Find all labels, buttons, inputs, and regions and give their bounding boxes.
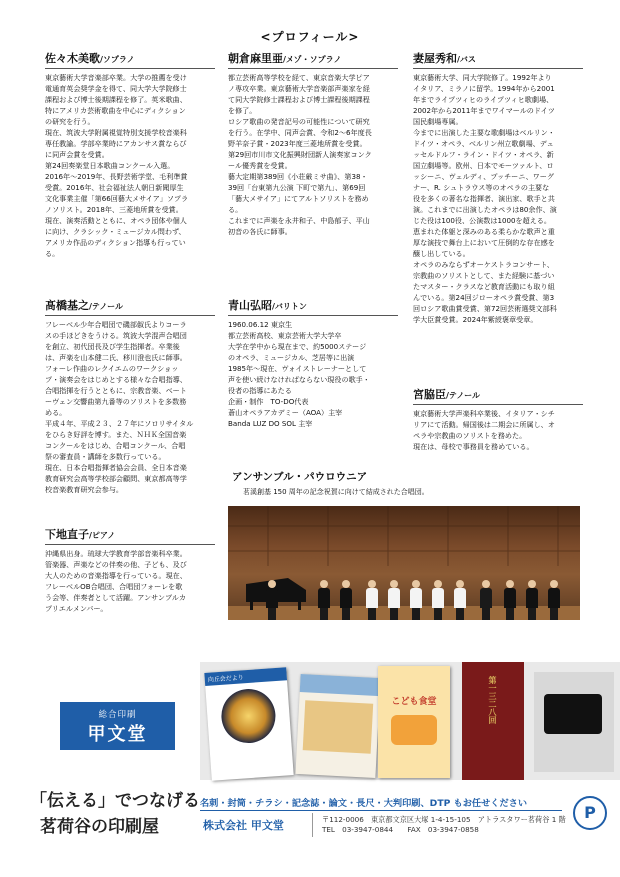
divider [413,68,583,69]
bio-line: 都立芸術高校、東京芸術大学大学卒 [228,331,342,340]
profile-role: /ソプラノ [100,55,135,64]
bio-line: アメリカ作品のディクション指導も行ってい [45,238,186,247]
profile-name: 朝倉麻里亜 [228,52,283,65]
leaflet-kodomo-title: こども食堂 [391,697,437,707]
divider [228,68,398,69]
bio-line: ノ専攻卒業。東京藝術大学音楽部声楽家を経 [228,84,370,93]
profile-bio [45,319,215,495]
bio-line: 初音の各氏に師事。 [228,227,292,236]
bio-line: ーヴェン交響曲第九番等のソリストを多数務 [45,397,187,406]
bio-line: 祭の審査員・講師を多数行っている。 [45,452,166,461]
divider [312,813,313,837]
pianist [266,580,278,620]
profile-miyawaki [413,386,583,452]
profile-bio [228,72,398,237]
bio-line: 2016年～2019年、長野芸術学堂、毛利準賞 [45,172,188,181]
bio-line: 第24回奏楽堂日本歌曲コンクール入選。 [45,161,175,170]
profile-bio [413,72,583,325]
singer [318,580,330,620]
profile-role: /メゾ・ソプラノ [283,55,342,64]
conductor [480,580,492,620]
singer [432,580,444,620]
profile-bio [45,548,215,614]
bio-line: リアにて活動。帰国後は二期会に所属し、オ [413,420,555,429]
singer [548,580,560,620]
profile-name: 髙橋基之 [45,299,89,312]
profile-role: /ピアノ [89,531,116,540]
bio-line: をひらき好評を博す。また、ＮＨＫ全国音楽 [45,430,187,439]
bio-line: これまでに声楽を永井和子、中島郁子、平山 [228,216,370,225]
bio-line: ッセルドルフ・ライン・ドイツ・オペラ、新 [413,150,554,159]
bio-line: んでいる。第24回ジローオペラ賞受賞、第3 [413,293,555,302]
singer [526,580,538,620]
profile-role: /テノール [89,302,123,311]
divider [45,544,215,545]
large-format-print [534,672,614,772]
bio-line: 宗教曲のソリストとして、また経験に基づい [413,271,555,280]
bio-line: 現在、演奏活動とともに、オペラ団体や個人 [45,216,187,225]
bio-line: 学大臣賞受賞。2024年紫綬褒章受章。 [413,315,538,324]
bio-line: める。 [45,408,67,417]
bio-line: プ・演奏会をはじめとする様々な合唱指導、 [45,375,187,384]
bio-line: 藝大定期第389回《小荘厳ミサ曲》、第38・ [228,172,368,181]
bio-line: 課程および博士後期課程を修了。英米歌曲、 [45,95,187,104]
profile-aoyama [228,297,398,429]
bio-line: 国民劇場専属。 [413,117,463,126]
bio-line: 東京藝術大学音楽部卒業。大学の推薦を受け [45,73,187,82]
singer [504,580,516,620]
tagline-line-2: 茗荷谷の印刷屋 [40,817,159,837]
phone-fax: TEL 03-3947-0844 FAX 03-3947-0858 [322,825,479,834]
company-logo [60,702,175,750]
bio-line: ドイツ・オペラ、ベルリン州立歌劇場、デュ [413,139,554,148]
ad-product-photos [200,662,620,780]
leaflet-kodomo [378,666,450,778]
bio-line: 演。これまでに出演したオペラは80余作、演 [413,205,557,214]
bio-line: フレーベル少年合唱団で磯部俶氏よりコーラ [45,320,187,329]
bio-line: を修了。 [228,106,257,115]
bio-line: 東京藝術大学、同大学院修了。1992年より [413,73,552,82]
bio-line: 役者の指導にあたる [228,386,292,395]
bio-line: 管楽器、声楽などの伴奏の他、子ども、及び [45,560,187,569]
leaflet-title: 向丘会だより [204,667,287,686]
bio-line: 「藝大メサイア」にてアルトソリストを務め [228,194,369,203]
ensemble-photo [228,506,580,620]
bio-line: 2002年から2011年までワイマールのドイツ [413,106,555,115]
bio-line: 厚な演技で舞台上において圧倒的な存在感を [413,238,555,247]
bio-line: Banda LUZ DO SOL 主宰 [228,419,313,428]
bio-line: 39回「台東第九公演 下町で第九」、第69回 [228,183,366,192]
bio-line: スの手ほどきをうける。筑波大学混声合唱団 [45,331,187,340]
profile-role: /バス [457,55,476,64]
bio-line: 特にアメリカ芸術歌曲を中心にディクション [45,106,186,115]
bio-line: 専任教諭。学部卒業時にアカンサス賞ならび [45,139,187,148]
divider [200,810,562,811]
bio-line: 蒼山オペラアカデミー（AOA）主宰 [228,408,343,417]
bio-line: に同声会賞を受賞。 [45,150,109,159]
bio-line: 声を使い続けなければならない現役の歌手・ [228,375,370,384]
leaflet-flyer [295,674,380,778]
bio-line: 東京藝術大学声楽科卒業後、イタリア・シチ [413,409,555,418]
singer [366,580,378,620]
bio-line: る。 [228,205,243,214]
bio-line: オペラのみならずオーケストラコンサート、 [413,260,554,269]
singer [454,580,466,620]
address: 〒112-0006 東京都文京区大塚 1-4-15-105 アトラスタワー茗荷谷 1 階 [322,815,566,824]
bio-line: 野羊奈子賞・2023年度三菱地所賞を受賞。 [228,139,367,148]
bio-line: 受賞。2016年、社会福祉法人朝日新聞厚生 [45,183,184,192]
divider [228,315,398,316]
singer [388,580,400,620]
profile-role: /テノール [446,391,480,400]
bio-line: を行う。在学中、同声会賞、令和2～6年度長 [228,128,372,137]
bio-line: フレーベルOB合唱団、合唱団フォーレを歌 [45,582,183,591]
profile-name: 青山弘昭 [228,299,272,312]
profile-takahashi [45,297,215,495]
bio-line: 企画・制作 TO-DO代表 [228,397,309,406]
logo-subtitle: 総合印刷 [98,710,137,720]
profile-asakura [228,50,398,237]
bio-line: う会等、伴奏者として活躍。アンサンブルカ [45,593,186,602]
bio-line: コンクールをはじめ、合唱コンクール、合唱 [45,441,186,450]
divider [45,315,215,316]
divider [45,68,215,69]
bio-line: 平成４年、平成２３、２７年にソロリサイタル [45,419,194,428]
bio-line: たマスター・クラスなど教育活動にも取り組 [413,282,555,291]
bio-line: ナー、R. シュトラウス等のオペラの主要な [413,183,550,192]
profile-bio [45,72,215,259]
profile-bio [228,319,398,429]
contact-block [322,815,566,835]
ensemble-title: アンサンブル・パウロウニア [232,471,368,483]
bio-line: 電通育英会奨学金を得て、同大学大学院修士 [45,84,187,93]
bio-line: プリエルメンバー。 [45,604,108,613]
bio-line: 現在は、母校で事務員を務めている。 [413,442,534,451]
bio-line: 都立芸術高等学校を経て、東京音楽大学ピア [228,73,370,82]
bio-line: ロシア歌曲の発音記号の可能性について研究 [228,117,370,126]
bio-line: 校音楽教育研究会参与。 [45,485,124,494]
profile-name: 佐々木美歌 [45,52,100,65]
page-title: <プロフィール> [260,30,360,44]
fireworks-image [220,687,278,745]
profile-name: 下地直子 [45,528,89,541]
bio-line: 1985年～現在、ヴォイストレーナーとして [228,364,367,373]
bio-line: フォーレ作曲のレクイエムのワークショッ [45,364,179,373]
profile-shimoji [45,526,215,614]
bio-line: 1960.06.12 東京生 [228,320,293,329]
bio-line: 国立劇場等。欧州、日本でモーツァルト、ロ [413,161,554,170]
profile-name: 妻屋秀和 [413,52,457,65]
profile-sasaki [45,50,215,259]
bio-line: 大人のための音楽指導を行っている。現在、 [45,571,187,580]
bio-line: を創立、初代団長及び学生指揮者。卒業後 [45,342,180,351]
bio-line: 恵まれた体躯と深みのある柔らかな歌声と重 [413,227,555,236]
leaflet-newsletter [204,667,293,780]
bio-line: ッシーニ、ヴェルディ、プッチーニ、ワーグ [413,172,554,181]
bio-line: 現在、日本合唱指揮者協会会員、全日本音楽 [45,463,187,472]
logo-main: 甲文堂 [87,724,148,745]
bio-line: 沖縄県出身。琉球大学教育学部音楽科卒業。 [45,549,187,558]
p-mark-icon: P [573,796,607,830]
singer [410,580,422,620]
bio-line: 現在、筑波大学附属視覚特別支援学校音楽科 [45,128,187,137]
profile-name: 宮脇臣 [413,388,446,401]
bio-line: 文化事業主催「第66回藝大メサイア」ソプラ [45,194,189,203]
ensemble-subtitle: 茗溪創基 150 周年の記念祝賀に向けて結成された合唱団。 [243,488,429,496]
bio-line: 醸し出している。 [413,249,470,258]
tagline-line-1: 「伝える」でつなげる [30,791,200,811]
profile-role: /バリトン [272,302,307,311]
bio-line: 大学在学中から現在まで、約5000ステージ [228,342,367,351]
profile-bio [413,408,583,452]
services-text: 名刺・封筒・チラシ・記念誌・論文・長尺・大判印刷、DTP もお任せください [200,798,528,809]
bio-line: に向け、クラシック・ミュージカル問わず、 [45,227,186,236]
bio-line: 今までに出演した主要な歌劇場はベルリン・ [413,128,555,137]
bio-line: の研究を行う。 [45,117,95,126]
bio-line: る。 [45,249,60,258]
company-name: 株式会社 甲文堂 [203,819,284,832]
bound-thesis-book [462,662,524,780]
bio-line: 役を多くの著名な指揮者、演出家、歌手と共 [413,194,555,203]
bio-line: 合唱指揮を行うとともに、宗教音楽、ベート [45,386,187,395]
profile-tsumaya [413,50,583,325]
singer [340,580,352,620]
bio-line: は、声楽を山本健二氏、移川澄也氏に師事。 [45,353,187,362]
bio-line: 教育研究会高等学校部会顧問、東京都高等学 [45,474,187,483]
divider [413,404,583,405]
bio-line: 回ロシア歌曲賞受賞、第72回芸術選奨文部科 [413,304,557,313]
book-spine-text: 第一三二八回 [488,676,497,724]
bio-line: イタリア、ミラノに留学。1994年から2001 [413,84,555,93]
bio-line: じた役は100役、公演数は1000を超える。 [413,216,551,225]
bio-line: 第29回市川市文化振興財団新人演奏家コンク [228,150,372,159]
bio-line: ペラや宗教曲のソリストを務めた。 [413,431,527,440]
bio-line: ール優秀賞を受賞。 [228,161,292,170]
bio-line: 年までライプツィヒのライプツィヒ歌劇場、 [413,95,554,104]
bio-line: て同大学院修士課程および博士課程後期課程 [228,95,370,104]
print-shop-ad [0,662,620,877]
bio-line: のオペラ、ミュージカル、芝居等に出演 [228,353,355,362]
bio-line: ノソリスト。2018年、三菱地所賞を受賞。 [45,205,183,214]
